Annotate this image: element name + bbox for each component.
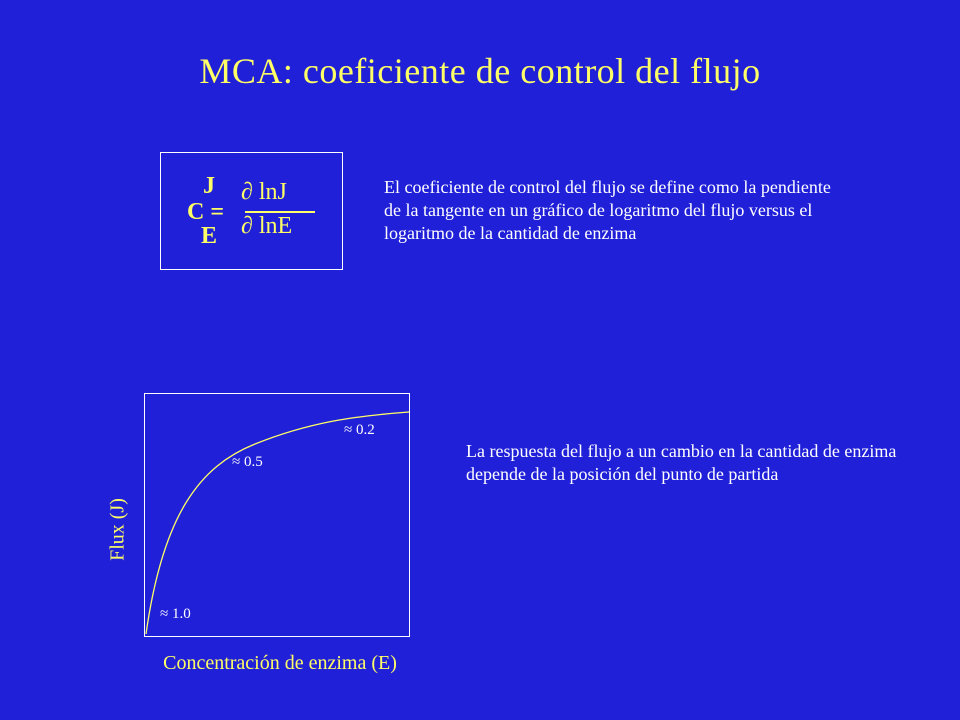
annotation-mid: ≈ 0.5 [232,454,263,470]
formula-lhs: C = [187,199,225,225]
annotation-low: ≈ 1.0 [160,606,191,622]
annotation-high: ≈ 0.2 [344,422,375,438]
formula-numerator: ∂ lnJ [241,179,287,205]
formula-box [160,152,343,270]
y-axis-label: Flux (J) [106,498,129,561]
formula-superscript: J [203,173,215,199]
x-axis-label: Concentración de enzima (E) [163,652,397,674]
response-text: La respuesta del flujo a un cambio en la cantidad de enzima depende de la posición del punto de partida [466,441,897,484]
formula-denominator: ∂ lnE [241,213,293,239]
definition-text: El coeficiente de control del flujo se define como la pendiente de la tangente en un gráfico de logaritmo del flujo versus el logaritmo de la cantidad de enzima [384,177,831,243]
flux-curve [146,412,409,634]
formula-subscript: E [201,223,218,249]
slide-title: MCA: coeficiente de control del flujo [199,51,761,91]
